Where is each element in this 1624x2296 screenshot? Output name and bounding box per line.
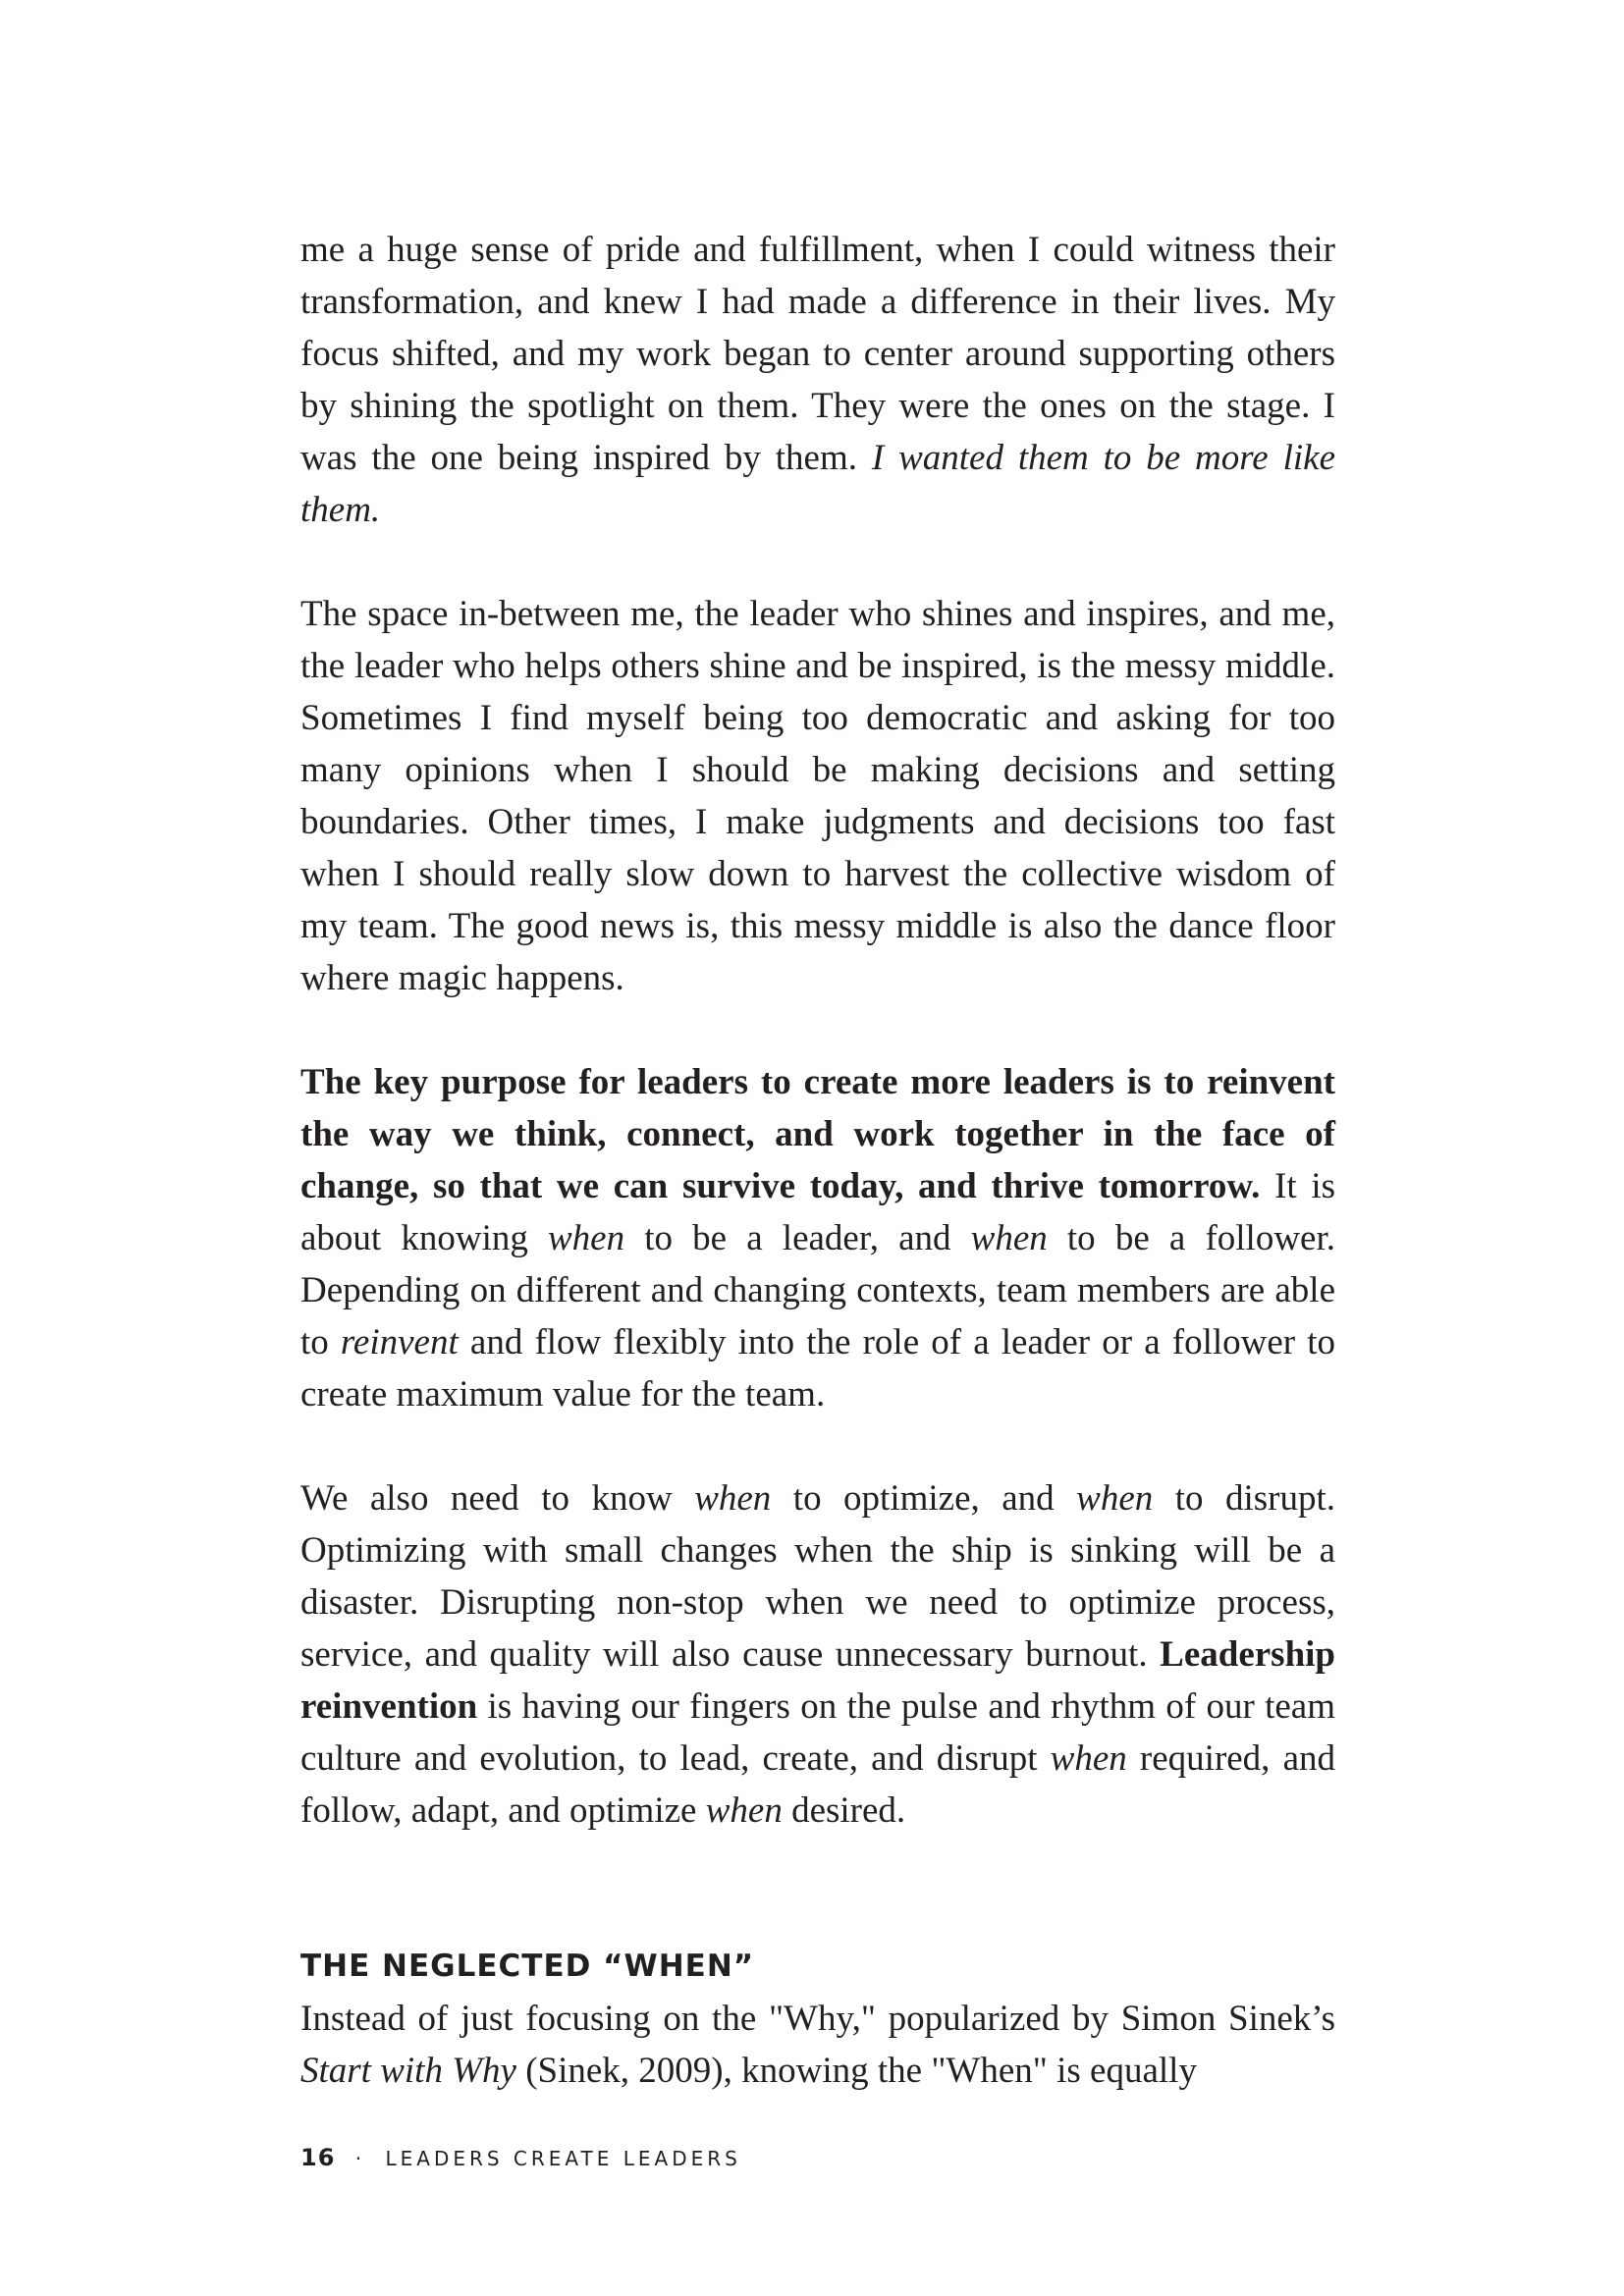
text-run-italic: Start with Why (300, 2051, 516, 2091)
text-run-normal: desired. (782, 1790, 906, 1831)
text-run-normal: and flow flexibly into the role of a leader or a follower to create maximum value for the team. (300, 1322, 1335, 1415)
text-run-normal: to be a follower. Depending on different and changing contexts, team members are able to (300, 1218, 1336, 1362)
body-paragraph-4 (300, 1472, 1335, 1837)
text-run-normal: to optimize, and (771, 1478, 1077, 1519)
body-paragraph-1 (300, 224, 1335, 536)
body-paragraph-2 (300, 588, 1335, 1004)
text-run-italic: reinvent (340, 1322, 459, 1362)
text-run-italic: when (1076, 1478, 1154, 1519)
text-run-normal: is having our fingers on the pulse and rhythm of our team culture and evolution, to lead, create, and disrupt (300, 1686, 1335, 1779)
text-run-italic: when (548, 1218, 625, 1258)
body-paragraph-3 (300, 1056, 1335, 1420)
text-run-normal: Instead of just focusing on the "Why," popularized by Simon Sinek’s (300, 1999, 1335, 2039)
text-run-normal: The space in-between me, the leader who shines and inspires, and me, the leader who helps others shine and be inspired, is the messy middle. Sometimes I find myself being too democratic and asking for too many opinions when I should be making decisions and setting boundaries. Other times, I make judgments and decisions too fast when I should really slow down to harvest the collective wisdom of my team. The good news is, this messy middle is also the dance floor where magic happens. (300, 594, 1335, 998)
text-run-italic: when (705, 1790, 783, 1831)
text-run-normal: to be a leader, and (624, 1218, 971, 1258)
text-run-bold: Leadership reinvention (300, 1634, 1335, 1727)
running-footer (300, 2138, 741, 2178)
text-run-normal: me a huge sense of pride and fulfillment, when I could witness their transformation, and knew I had made a difference in their lives. My focus shifted, and my work began to center around supporting others by shining the spotlight on them. They were the ones on the stage. I was the one being inspired by them. (300, 230, 1335, 478)
page-body (300, 224, 1335, 2097)
text-run-italic: when (694, 1478, 772, 1519)
text-run-italic: when (1050, 1738, 1127, 1779)
text-run-normal: (Sinek, 2009), knowing the "When" is equally (515, 2051, 1197, 2091)
footer-separator: · (354, 2147, 366, 2170)
section-paragraph (300, 1993, 1335, 2097)
text-run-normal: It is about knowing (300, 1166, 1335, 1258)
running-title: LEADERS CREATE LEADERS (385, 2147, 741, 2170)
section-heading: THE NEGLECTED “WHEN” (300, 1949, 755, 1984)
text-run-normal: required, and follow, adapt, and optimize (300, 1738, 1335, 1831)
text-run-italic: when (970, 1218, 1048, 1258)
page-number: 16 (300, 2144, 336, 2171)
text-run-italic: I wanted them to be more like them. (300, 438, 1335, 530)
text-run-bold: The key purpose for leaders to create more leaders is to reinvent the way we think, connect, and work together in the face of change, so that we can survive today, and thrive tomorrow. (300, 1062, 1335, 1206)
text-run-normal: We also need to know (300, 1478, 695, 1519)
text-run-normal: to disrupt. Optimizing with small changes when the ship is sinking will be a disaster. Disrupting non-stop when we need to optimize process, service, and quality will also cause unnecessary burnout. (300, 1478, 1336, 1675)
